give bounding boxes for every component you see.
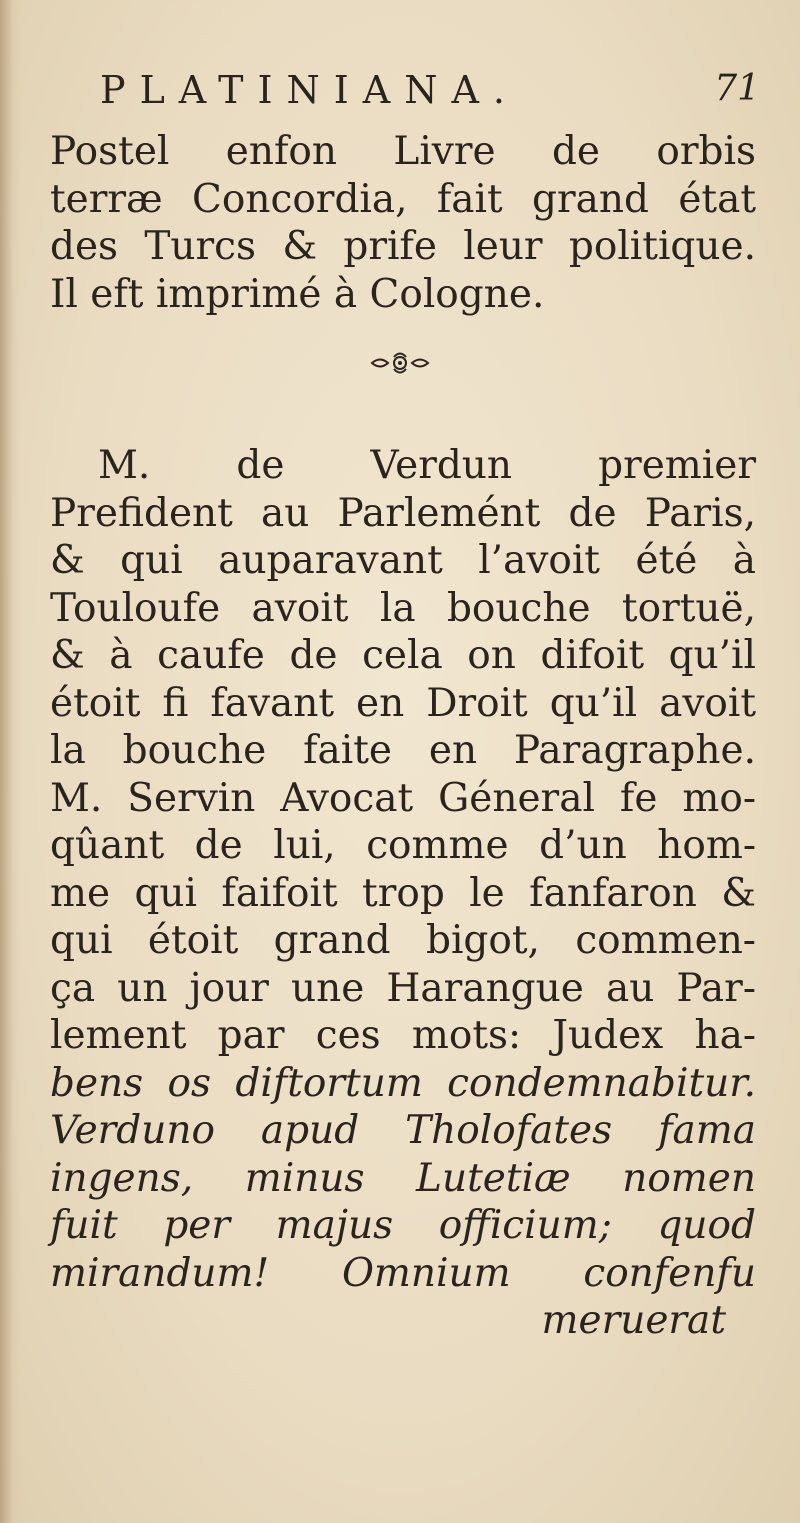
text-line: qui étoit grand bigot, commen- — [50, 918, 756, 963]
text-line: mirandum! Omnium confenfu — [50, 1250, 756, 1296]
text-line: qûant de lui, comme d’un hom- — [50, 823, 756, 868]
text-line: bens os diftortum condemnabitur. — [50, 1060, 756, 1106]
text-line: Postel enfon Livre de orbis — [50, 129, 756, 174]
text-line: me qui faifoit trop le fanfaron & — [50, 870, 756, 916]
fleuron-ornament-icon — [368, 348, 432, 378]
text-line: la bouche faite en Paragraphe. — [50, 728, 756, 773]
catchword: meruerat — [541, 1298, 726, 1343]
entry-verdun — [50, 442, 756, 1345]
text-line: Touloufe avoit la bouche tortuë, — [50, 585, 756, 631]
text-line: étoit fi favant en Droit qu’il avoit — [50, 680, 756, 726]
text-line: & à caufe de cela on difoit qu’il — [50, 633, 756, 678]
text-line: & qui auparavant l’avoit été à — [50, 538, 756, 583]
text-line: lement par ces mots: Judex ha- — [50, 1013, 756, 1058]
text-line: des Turcs & prife leur politique. — [50, 224, 756, 269]
text-line: fuit per majus officium; quod — [50, 1203, 756, 1248]
text-line: ça un jour une Harangue au Par- — [50, 965, 756, 1011]
running-title: PLATINIANA. — [100, 68, 519, 112]
text-line: M. Servin Avocat Géneral fe mo- — [50, 775, 756, 821]
binding-shadow — [0, 0, 22, 1523]
text-line: ingens, minus Lutetiæ nomen — [50, 1155, 756, 1201]
text-line: terræ Concordia, fait grand état — [50, 176, 756, 222]
page-number: 71 — [714, 68, 760, 109]
text-line: M. de Verdun premier — [98, 443, 756, 488]
entry-postel — [50, 128, 756, 318]
text-line: Verduno apud Tholofates fama — [50, 1108, 756, 1153]
text-line: Il eft imprimé à Cologne. — [50, 271, 545, 317]
text-line: Prefident au Parlemént de Paris, — [50, 490, 756, 536]
page-header — [100, 68, 760, 116]
